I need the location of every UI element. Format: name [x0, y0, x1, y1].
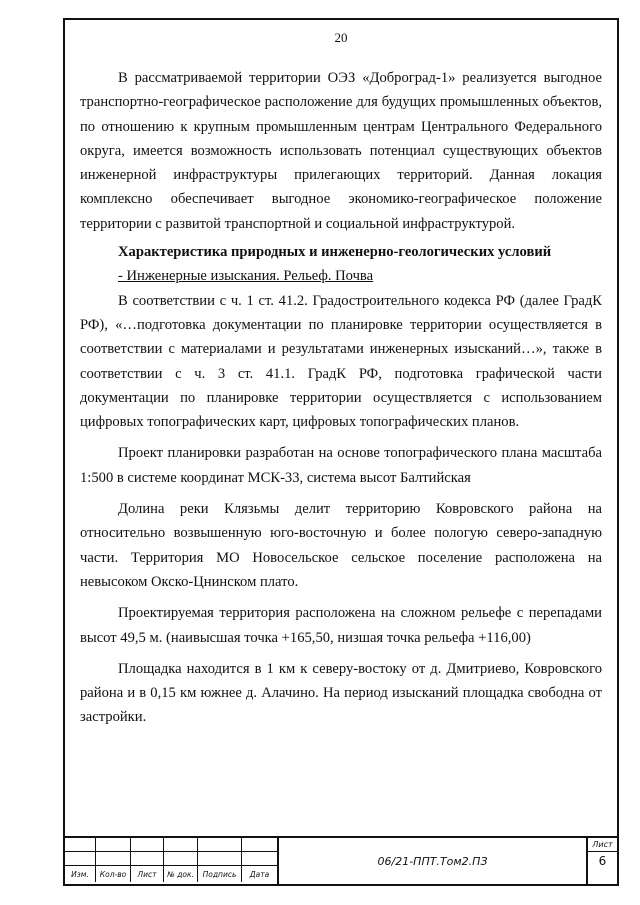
column-header-quantity: Кол-во: [96, 866, 131, 882]
paragraph-river-valley: Долина реки Клязьмы делит территорию Ковровского района на относительно возвышенную юго-восточную и более пологую северо-западную части. Территория МО Новосельское сельское поселение расположена на невысоком Окско-Цнинском плато.: [80, 501, 602, 590]
section-heading: Характеристика природных и инженерно-геологических условий: [118, 244, 552, 261]
section-subheading: - Инженерные изыскания. Рельеф. Почва: [118, 268, 374, 285]
column-header-sheet: Лист: [131, 866, 164, 882]
paragraph-site-location: Площадка находится в 1 км к северу-востоку от д. Дмитриево, Ковровского района и в 0,15 км южнее д. Алачино. На период изысканий площадка свободна от застройки.: [80, 660, 602, 726]
paragraph-relief: Проектируемая территория расположена на сложном рельефе с перепадами высот 49,5 м. (наивысшая точка +165,50, низшая точка рельефа +116,00): [80, 605, 602, 646]
page-frame: [63, 18, 619, 886]
revision-table: [65, 838, 279, 884]
column-header-doc-number: № док.: [164, 866, 198, 882]
column-header-change: Изм.: [65, 866, 96, 882]
column-header-signature: Подпись: [198, 866, 242, 882]
document-body: [80, 66, 602, 730]
title-block: [65, 836, 617, 884]
paragraph-topographic-plan: Проект планировки разработан на основе топографического плана масштаба 1:500 в системе координат МСК-33, система высот Балтийская: [80, 445, 602, 486]
sheet-label: Лист: [588, 838, 617, 852]
paragraph-location: В рассматриваемой территории ОЭЗ «Доброград-1» реализуется выгодное транспортно-географическое расположение для будущих промышленных объектов, по отношению к крупным промышленным центрам Центрального Федерального округа, имеется возможность использовать потенциал существующих объектов инженерной инфраструктуры прилегающих территорий. Данная локация комплексно обеспечивает выгодное экономико-географическое положение территории с развитой транспортной и социальной инфраструктурой.: [80, 70, 602, 232]
column-header-date: Дата: [249, 869, 270, 879]
sheet-box: [588, 838, 617, 884]
paragraph-urban-code: В соответствии с ч. 1 ст. 41.2. Градостроительного кодекса РФ (далее ГрадК РФ), «…подготовка документации по планировке территории осуществляется в соответствии с материалами и результатами инженерных изысканий…», также в соответствии с ч. 3 ст. 41.1. ГрадК РФ, подготовка графической части документации по планировке территории осуществляется с использованием цифровых топографических карт, цифровых топографических планов.: [80, 292, 602, 431]
page-number: 20: [334, 30, 348, 45]
document-code: 06/21-ППТ.Том2.ПЗ: [279, 838, 588, 884]
sheet-number: 6: [598, 854, 607, 868]
